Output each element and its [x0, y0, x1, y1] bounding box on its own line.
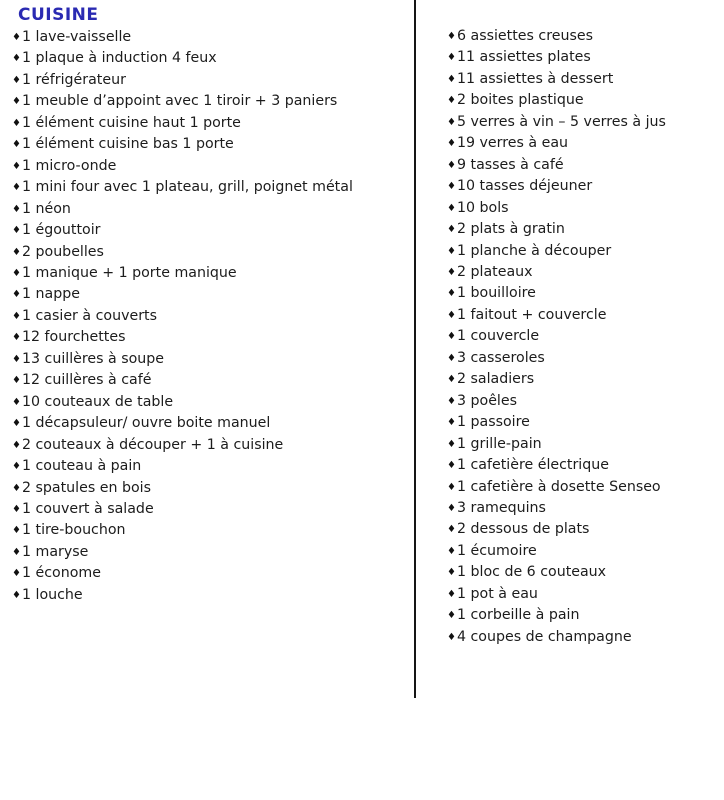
list-item: [447, 198, 719, 219]
item-text: 1 corbeille à pain: [456, 607, 580, 624]
list-item: [12, 220, 408, 241]
list-item: [447, 47, 719, 68]
item-text: 1 lave-vaisselle: [21, 29, 132, 45]
item-text: 1 néon: [21, 200, 71, 217]
list-item: [447, 498, 719, 519]
list-item: [12, 134, 408, 155]
item-text: 2 spatules en bois: [21, 479, 151, 496]
item-text: 1 tire-bouchon: [21, 522, 126, 539]
list-item: [12, 199, 408, 220]
list-item: [12, 392, 408, 413]
item-text: 1 cafetière à dosette Senseo: [456, 478, 661, 495]
list-item: [12, 263, 408, 284]
item-text: 1 planche à découper: [456, 242, 612, 259]
list-item: [12, 113, 408, 134]
diamond-bullet-icon: ♦: [447, 288, 456, 300]
item-text: 1 égouttoir: [21, 222, 101, 239]
item-text: 1 élément cuisine bas 1 porte: [21, 136, 234, 153]
list-item: [447, 391, 719, 412]
diamond-bullet-icon: ♦: [12, 203, 21, 215]
item-text: 1 bouilloire: [456, 285, 536, 302]
diamond-bullet-icon: ♦: [12, 246, 21, 258]
diamond-bullet-icon: ♦: [447, 395, 456, 407]
diamond-bullet-icon: ♦: [12, 332, 21, 344]
item-text: 1 grille-pain: [456, 435, 542, 452]
diamond-bullet-icon: ♦: [12, 482, 21, 494]
list-item: [447, 176, 719, 197]
diamond-bullet-icon: ♦: [447, 610, 456, 622]
diamond-bullet-icon: ♦: [12, 589, 21, 601]
diamond-bullet-icon: ♦: [12, 396, 21, 408]
right-column: [447, 26, 719, 648]
item-text: 5 verres à vin – 5 verres à jus: [456, 113, 666, 130]
right-item-list: [447, 26, 719, 648]
item-text: 1 bloc de 6 couteaux: [456, 564, 607, 581]
item-text: 10 couteaux de table: [21, 393, 174, 410]
item-text: 1 élément cuisine haut 1 porte: [21, 114, 241, 131]
list-item: [447, 605, 719, 626]
list-item: [12, 242, 408, 263]
diamond-bullet-icon: ♦: [12, 568, 21, 580]
item-text: 10 tasses déjeuner: [456, 178, 593, 195]
diamond-bullet-icon: ♦: [12, 117, 21, 129]
list-item: [12, 70, 408, 91]
list-item: [447, 305, 719, 326]
list-item: [447, 326, 719, 347]
diamond-bullet-icon: ♦: [12, 439, 21, 451]
diamond-bullet-icon: ♦: [447, 352, 456, 364]
diamond-bullet-icon: ♦: [447, 502, 456, 514]
diamond-bullet-icon: ♦: [447, 73, 456, 85]
column-divider: [414, 0, 416, 698]
item-text: 1 meuble d’appoint avec 1 tiroir + 3 paniers: [21, 93, 338, 110]
list-item: [447, 348, 719, 369]
diamond-bullet-icon: ♦: [447, 631, 456, 643]
list-item: [447, 455, 719, 476]
diamond-bullet-icon: ♦: [12, 353, 21, 365]
list-item: [12, 306, 408, 327]
diamond-bullet-icon: ♦: [12, 310, 21, 322]
list-item: [12, 327, 408, 348]
list-item: [12, 413, 408, 434]
list-item: [447, 562, 719, 583]
list-item: [447, 262, 719, 283]
item-text: 2 plateaux: [456, 263, 533, 280]
item-text: 1 manique + 1 porte manique: [21, 264, 237, 281]
diamond-bullet-icon: ♦: [447, 438, 456, 450]
item-text: 1 nappe: [21, 286, 80, 303]
diamond-bullet-icon: ♦: [12, 546, 21, 558]
diamond-bullet-icon: ♦: [12, 160, 21, 172]
item-text: 1 passoire: [456, 414, 530, 431]
item-text: 13 cuillères à soupe: [21, 350, 165, 367]
diamond-bullet-icon: ♦: [447, 202, 456, 214]
list-item: [447, 26, 719, 47]
item-text: 1 pot à eau: [456, 585, 538, 602]
list-item: [447, 155, 719, 176]
diamond-bullet-icon: ♦: [12, 225, 21, 237]
item-text: 3 poêles: [456, 392, 517, 409]
item-text: 1 mini four avec 1 plateau, grill, poignet métal: [21, 179, 353, 196]
list-item: [12, 177, 408, 198]
item-text: 1 couteau à pain: [21, 458, 142, 475]
diamond-bullet-icon: ♦: [447, 116, 456, 128]
item-text: 2 couteaux à découper + 1 à cuisine: [21, 436, 284, 453]
item-text: 1 casier à couverts: [21, 307, 157, 324]
item-text: 1 faitout + couvercle: [456, 306, 607, 323]
list-item: [12, 284, 408, 305]
item-text: 6 assiettes creuses: [456, 28, 593, 44]
item-text: 4 coupes de champagne: [456, 628, 632, 645]
item-text: 1 couvert à salade: [21, 500, 154, 517]
item-text: 1 réfrigérateur: [21, 71, 126, 88]
item-text: 1 écumoire: [456, 542, 537, 559]
item-text: 3 ramequins: [456, 499, 546, 516]
diamond-bullet-icon: ♦: [12, 53, 21, 65]
item-text: 1 maryse: [21, 543, 89, 560]
diamond-bullet-icon: ♦: [447, 266, 456, 278]
diamond-bullet-icon: ♦: [12, 503, 21, 515]
list-item: [12, 499, 408, 520]
item-text: 1 décapsuleur/ ouvre boite manuel: [21, 415, 271, 432]
list-item: [12, 91, 408, 112]
list-item: [447, 369, 719, 390]
page-title: CUISINE: [18, 5, 99, 25]
diamond-bullet-icon: ♦: [12, 139, 21, 151]
list-item: [447, 541, 719, 562]
diamond-bullet-icon: ♦: [447, 245, 456, 257]
diamond-bullet-icon: ♦: [447, 524, 456, 536]
list-item: [447, 112, 719, 133]
item-text: 12 cuillères à café: [21, 372, 152, 389]
list-item: [447, 519, 719, 540]
item-text: 10 bols: [456, 199, 509, 216]
item-text: 2 dessous de plats: [456, 521, 590, 538]
left-column: [12, 5, 408, 606]
item-text: 2 plats à gratin: [456, 221, 565, 238]
item-text: 1 louche: [21, 586, 83, 603]
diamond-bullet-icon: ♦: [447, 588, 456, 600]
list-item: [12, 520, 408, 541]
diamond-bullet-icon: ♦: [447, 331, 456, 343]
list-item: [447, 219, 719, 240]
list-item: [447, 627, 719, 648]
diamond-bullet-icon: ♦: [447, 309, 456, 321]
diamond-bullet-icon: ♦: [447, 95, 456, 107]
diamond-bullet-icon: ♦: [447, 159, 456, 171]
diamond-bullet-icon: ♦: [447, 181, 456, 193]
list-item: [12, 563, 408, 584]
list-item: [447, 133, 719, 154]
diamond-bullet-icon: ♦: [447, 567, 456, 579]
list-item: [12, 456, 408, 477]
list-item: [12, 585, 408, 606]
diamond-bullet-icon: ♦: [12, 461, 21, 473]
list-item: [447, 584, 719, 605]
item-text: 1 cafetière électrique: [456, 457, 609, 474]
item-text: 1 économe: [21, 565, 101, 582]
item-text: 3 casseroles: [456, 349, 545, 366]
list-item: [12, 435, 408, 456]
item-text: 2 saladiers: [456, 371, 535, 388]
list-item: [447, 90, 719, 111]
item-text: 12 fourchettes: [21, 329, 126, 346]
item-text: 19 verres à eau: [456, 135, 569, 152]
list-item: [447, 283, 719, 304]
list-item: [447, 412, 719, 433]
list-item: [12, 478, 408, 499]
diamond-bullet-icon: ♦: [447, 138, 456, 150]
item-text: 11 assiettes à dessert: [456, 70, 614, 87]
diamond-bullet-icon: ♦: [12, 289, 21, 301]
list-item: [12, 156, 408, 177]
item-text: 11 assiettes plates: [456, 49, 591, 66]
item-text: 9 tasses à café: [456, 156, 564, 173]
list-item: [447, 477, 719, 498]
diamond-bullet-icon: ♦: [447, 417, 456, 429]
diamond-bullet-icon: ♦: [12, 96, 21, 108]
list-item: [12, 370, 408, 391]
list-item: [447, 69, 719, 90]
diamond-bullet-icon: ♦: [447, 31, 456, 42]
diamond-bullet-icon: ♦: [12, 74, 21, 86]
diamond-bullet-icon: ♦: [12, 267, 21, 279]
diamond-bullet-icon: ♦: [447, 481, 456, 493]
item-text: 1 couvercle: [456, 328, 540, 345]
diamond-bullet-icon: ♦: [12, 182, 21, 194]
diamond-bullet-icon: ♦: [447, 224, 456, 236]
list-item: [12, 27, 408, 48]
list-item: [12, 542, 408, 563]
diamond-bullet-icon: ♦: [12, 525, 21, 537]
item-text: 1 micro-onde: [21, 157, 117, 174]
diamond-bullet-icon: ♦: [447, 460, 456, 472]
list-item: [12, 349, 408, 370]
diamond-bullet-icon: ♦: [447, 52, 456, 64]
list-item: [447, 241, 719, 262]
item-text: 2 poubelles: [21, 243, 104, 260]
left-item-list: [12, 27, 408, 606]
diamond-bullet-icon: ♦: [447, 374, 456, 386]
diamond-bullet-icon: ♦: [447, 545, 456, 557]
item-text: 1 plaque à induction 4 feux: [21, 50, 217, 67]
list-item: [12, 48, 408, 69]
list-item: [447, 434, 719, 455]
diamond-bullet-icon: ♦: [12, 32, 21, 43]
diamond-bullet-icon: ♦: [12, 418, 21, 430]
item-text: 2 boites plastique: [456, 92, 584, 109]
diamond-bullet-icon: ♦: [12, 375, 21, 387]
